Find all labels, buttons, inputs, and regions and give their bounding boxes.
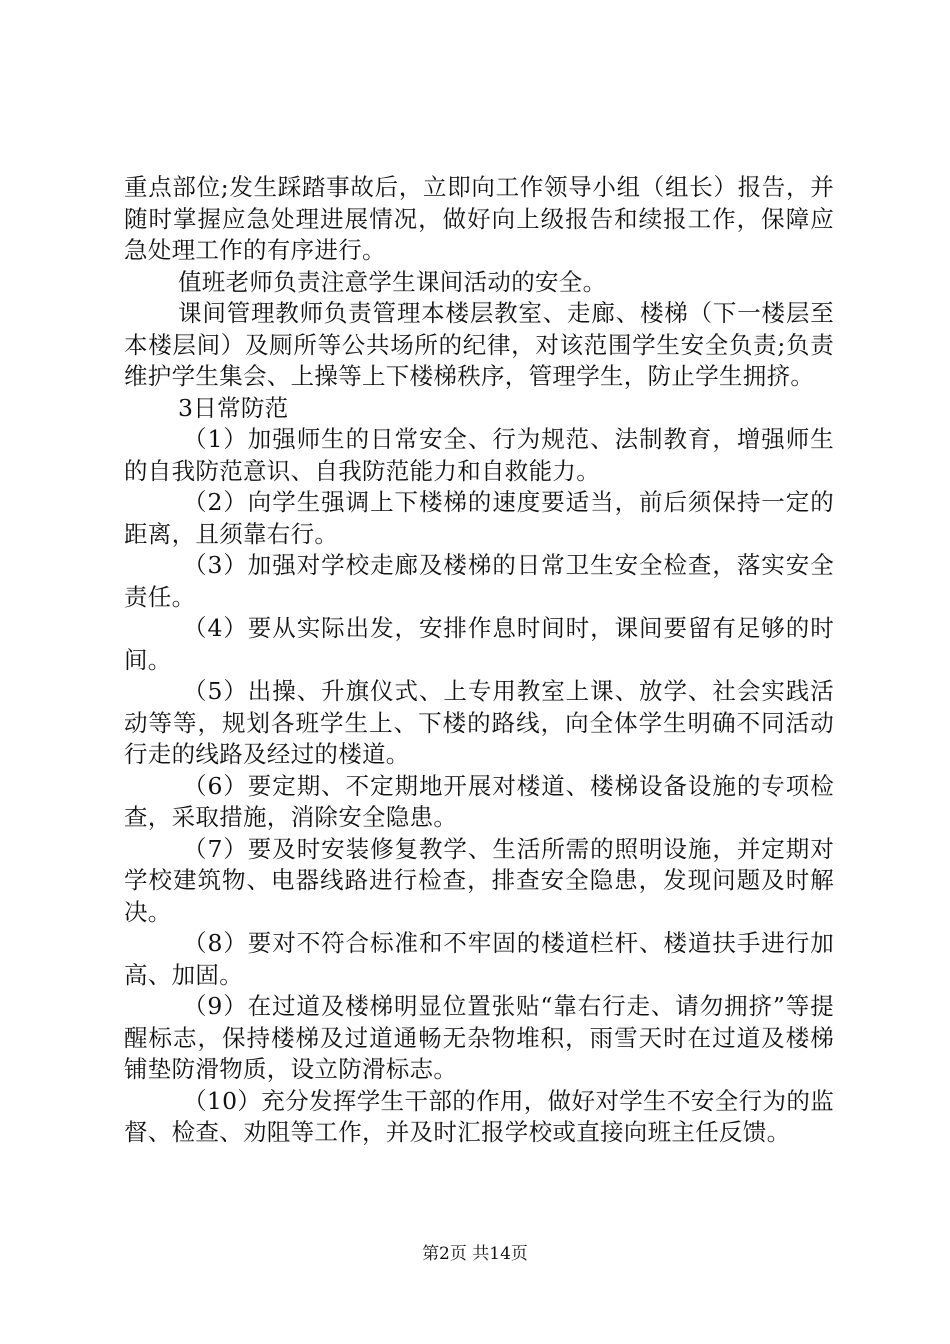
list-item: （9）在过道及楼梯明显位置张贴“靠右行走、请勿拥挤”等提醒标志，保持楼梯及过道通畅无杂物堆积，雨雪天时在过道及楼梯铺垫防滑物质，设立防滑标志。 xyxy=(124,992,834,1083)
list-item: （1）加强师生的日常安全、行为规范、法制教育，增强师生的自我防范意识、自我防范能力和自救能力。 xyxy=(124,425,834,485)
list-item: （7）要及时安装修复教学、生活所需的照明设施，并定期对学校建筑物、电器线路进行检查，排查安全隐患，发现问题及时解决。 xyxy=(124,834,834,926)
list-item: （5）出操、升旗仪式、上专用教室上课、放学、社会实践活动等等，规划各班学生上、下楼的路线，向全体学生明确不同活动行走的线路及经过的楼道。 xyxy=(124,677,834,768)
list-item: （3）加强对学校走廊及楼梯的日常卫生安全检查，落实安全责任。 xyxy=(124,551,834,611)
list-item: （10）充分发挥学生干部的作用，做好对学生不安全行为的监督、检查、劝阻等工作，并及时汇报学校或直接向班主任反馈。 xyxy=(124,1086,834,1146)
paragraph-break-management: 课间管理教师负责管理本楼层教室、走廊、楼梯（下一楼层至本楼层间）及厕所等公共场所的纪律，对该范围学生安全负责;负责维护学生集会、上操等上下楼梯秩序，管理学生，防止学生拥挤。 xyxy=(124,299,834,390)
list-item: （8）要对不符合标准和不牢固的楼道栏杆、楼道扶手进行加高、加固。 xyxy=(124,929,834,989)
section-heading-daily-prevention: 3日常防范 xyxy=(178,393,289,422)
list-item: （2）向学生强调上下楼梯的速度要适当，前后须保持一定的距离，且须靠右行。 xyxy=(124,488,834,548)
paragraph-incident-report: 重点部位;发生踩踏事故后，立即向工作领导小组（组长）报告，并随时掌握应急处理进展情况，做好向上级报告和续报工作，保障应急处理工作的有序进行。 xyxy=(124,173,834,264)
paragraph-duty-teacher: 值班老师负责注意学生课间活动的安全。 xyxy=(178,267,607,296)
list-item: （6）要定期、不定期地开展对楼道、楼梯设备设施的专项检查，采取措施，消除安全隐患。 xyxy=(124,771,834,831)
page-number-footer: 第2页 共14页 xyxy=(422,1244,528,1264)
list-item: （4）要从实际出发，安排作息时间时，课间要留有足够的时间。 xyxy=(124,614,834,674)
document-body xyxy=(124,172,834,1149)
